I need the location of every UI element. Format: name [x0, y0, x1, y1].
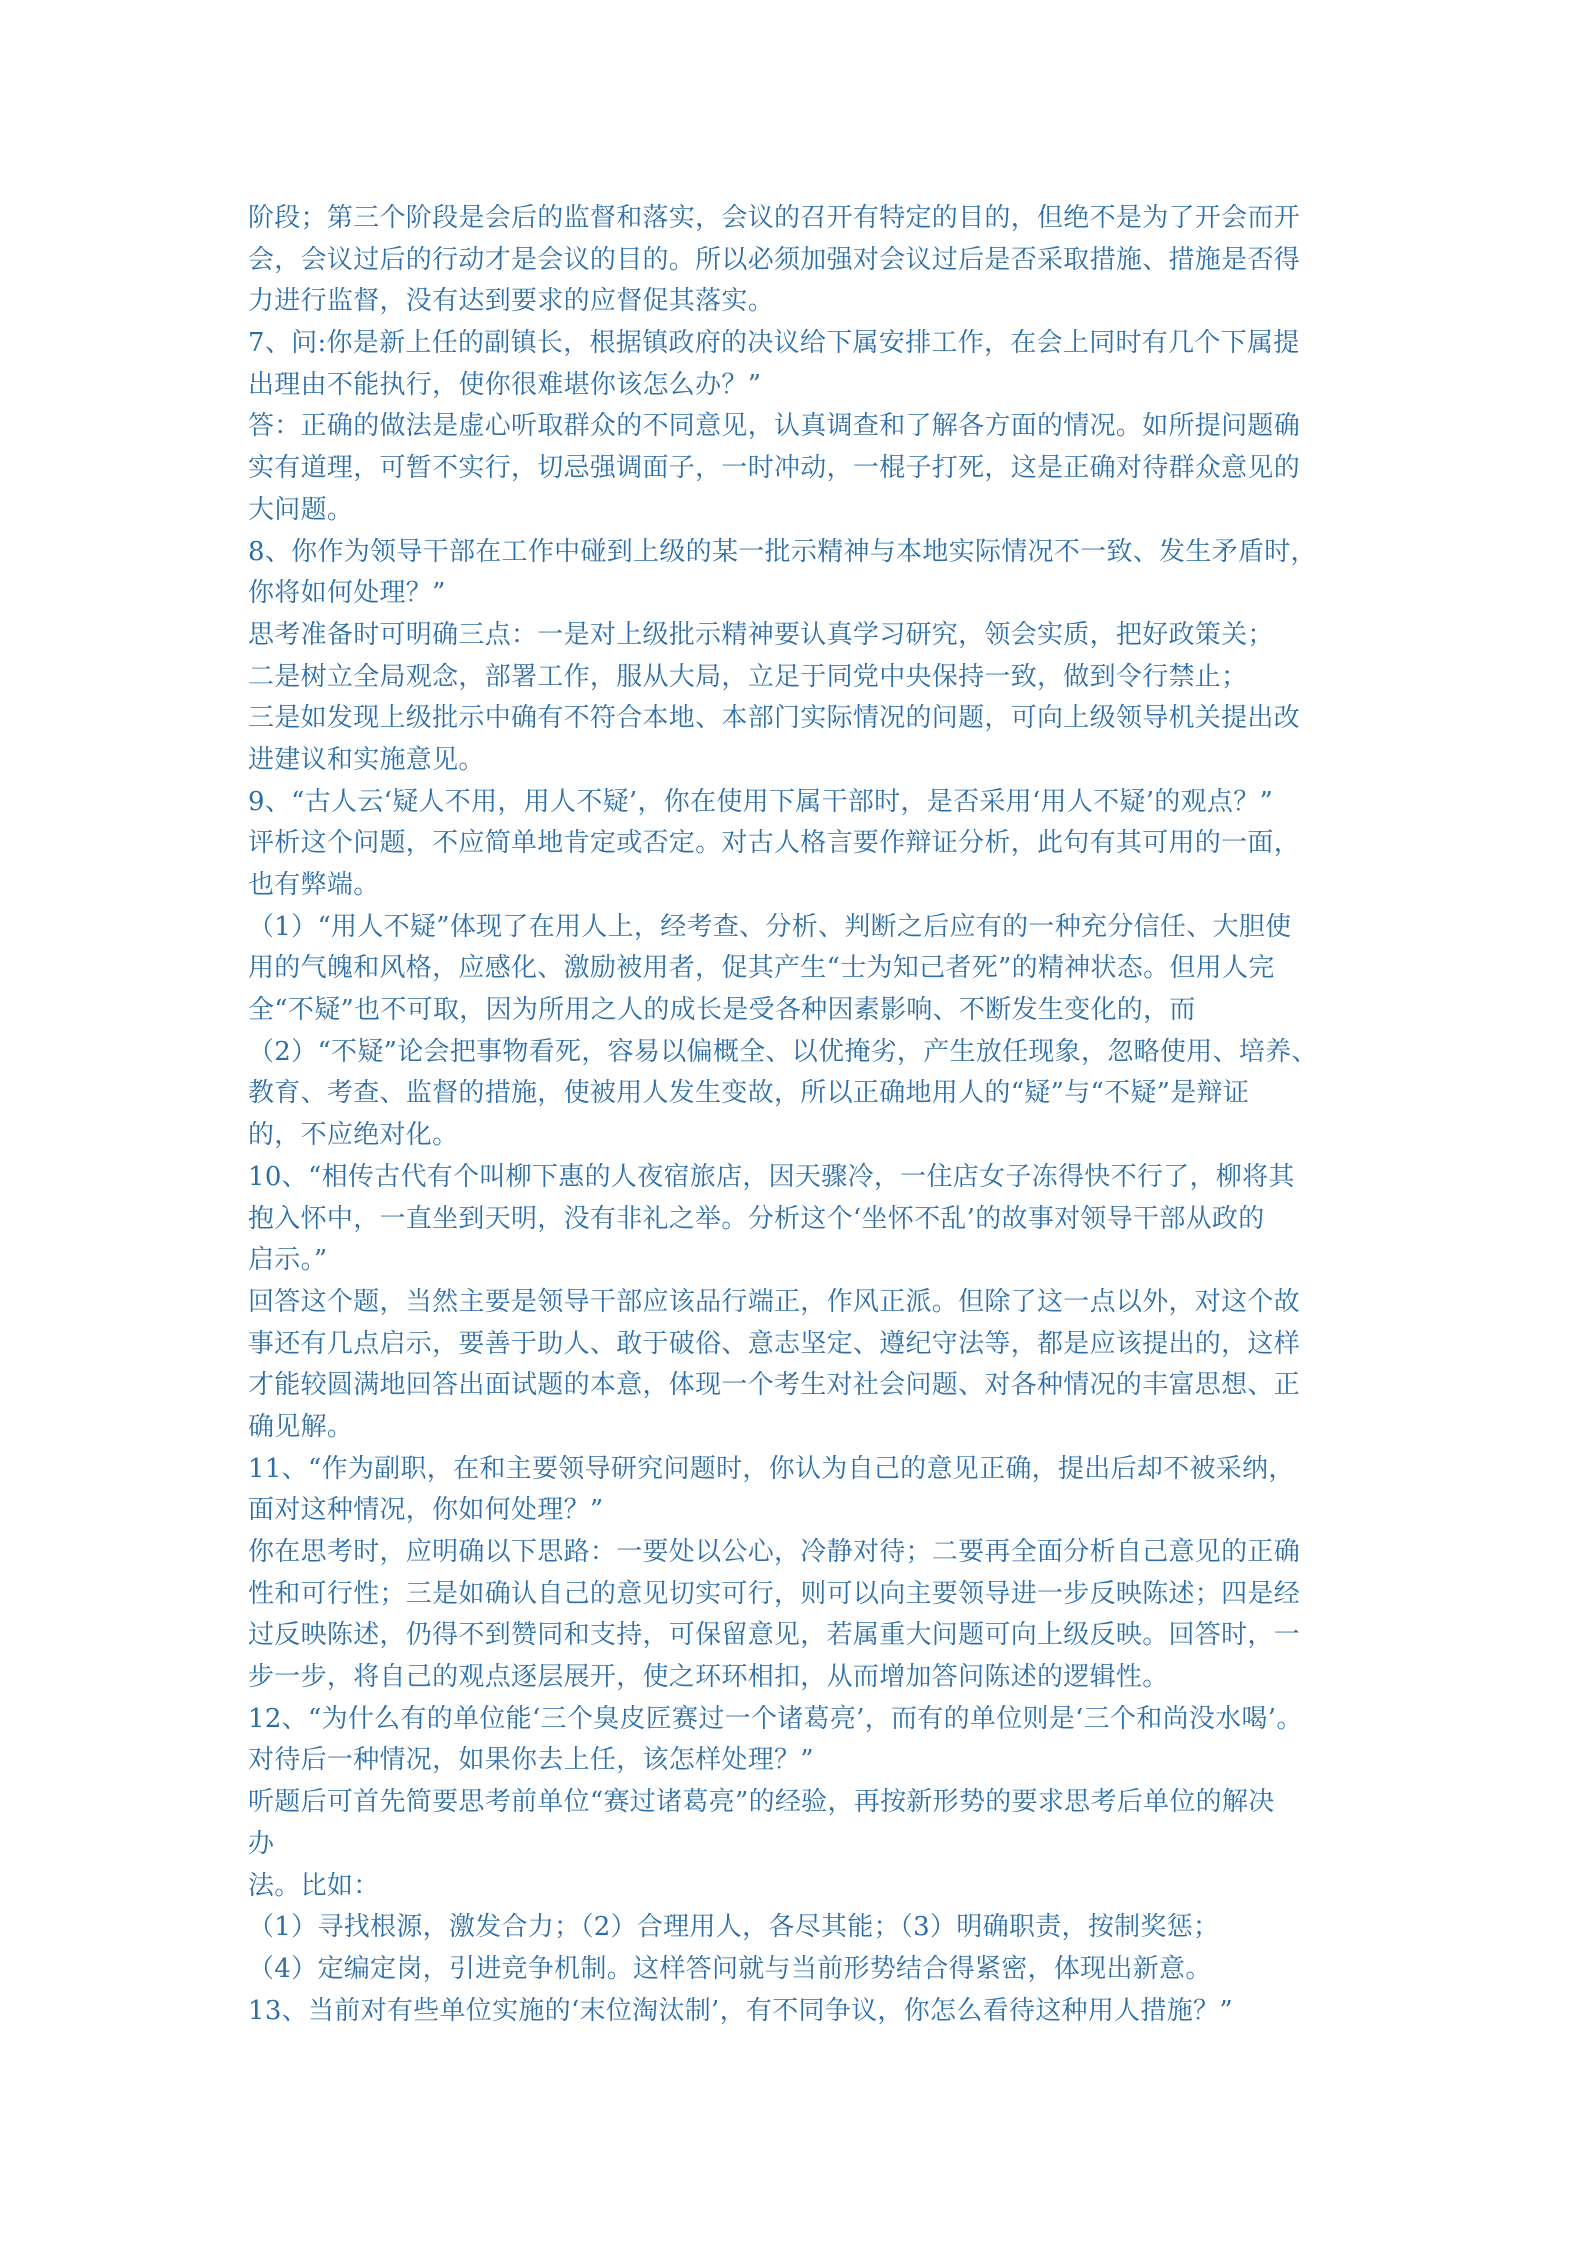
text-line: 回答这个题，当然主要是领导干部应该品行端正，作风正派。但除了这一点以外，对这个故 [248, 1286, 1301, 1317]
document-page [248, 198, 1368, 2032]
text-line: 法。比如： [248, 1870, 380, 1901]
text-line: 三是如发现上级批示中确有不符合本地、本部门实际情况的问题，可向上级领导机关提出改 [248, 703, 1301, 734]
text-line: 听题后可首先简要思考前单位“赛过诸葛亮”的经验，再按新形势的要求思考后单位的解决 [248, 1787, 1275, 1818]
text-line: 12、“为什么有的单位能‘三个臭皮匠赛过一个诸葛亮’，而有的单位则是‘三个和尚没水喝’。 [248, 1703, 1303, 1734]
text-line: 实有道理，可暂不实行，切忌强调面子，一时冲动，一棍子打死，这是正确对待群众意见的 [248, 453, 1301, 484]
text-line: 的，不应绝对化。 [248, 1120, 459, 1151]
text-line: 10、“相传古代有个叫柳下惠的人夜宿旅店，因天骤冷，一住店女子冻得快不行了，柳将其 [248, 1161, 1295, 1192]
text-line: 办 [248, 1828, 275, 1859]
text-line: 事还有几点启示，要善于助人、敢于破俗、意志坚定、遵纪守法等，都是应该提出的，这样 [248, 1328, 1301, 1359]
text-line: 性和可行性；三是如确认自己的意见切实可行，则可以向主要领导进一步反映陈述；四是经 [248, 1578, 1301, 1609]
text-line: 思考准备时可明确三点：一是对上级批示精神要认真学习研究，领会实质，把好政策关； [248, 619, 1274, 650]
text-line: 11、“作为副职，在和主要领导研究问题时，你认为自己的意见正确，提出后却不被采纳， [248, 1453, 1295, 1484]
text-line: （2）“不疑”论会把事物看死，容易以偏概全、以优掩劣，产生放任现象，忽略使用、培养、 [248, 1036, 1318, 1067]
text-line: 答：正确的做法是虚心听取群众的不同意见，认真调查和了解各方面的情况。如所提问题确 [248, 411, 1301, 442]
text-line: 评析这个问题，不应简单地肯定或否定。对古人格言要作辩证分析，此句有其可用的一面， [248, 828, 1301, 859]
text-line: 二是树立全局观念，部署工作，服从大局，立足于同党中央保持一致，做到令行禁止； [248, 661, 1248, 692]
text-line: 7、问:你是新上任的副镇长，根据镇政府的决议给下属安排工作，在会上同时有几个下属提 [248, 328, 1300, 359]
text-line: 面对这种情况，你如何处理？” [248, 1495, 604, 1526]
text-line: 全“不疑”也不可取，因为所用之人的成长是受各种因素影响、不断发生变化的，而 [248, 995, 1196, 1026]
text-line: 你将如何处理？” [248, 578, 446, 609]
text-line: 教育、考查、监督的措施，使被用人发生变故，所以正确地用人的“疑”与“不疑”是辩证 [248, 1078, 1250, 1109]
text-line: （1）“用人不疑”体现了在用人上，经考查、分析、判断之后应有的一种充分信任、大胆使 [248, 911, 1292, 942]
text-line: 9、“古人云‘疑人不用，用人不疑’，你在使用下属干部时，是否采用‘用人不疑’的观点？” [248, 786, 1274, 817]
text-line: 抱入怀中，一直坐到天明，没有非礼之举。分析这个‘坐怀不乱’的故事对领导干部从政的 [248, 1203, 1265, 1234]
text-line: 会，会议过后的行动才是会议的目的。所以必须加强对会议过后是否采取措施、措施是否得 [248, 244, 1301, 275]
text-line: 才能较圆满地回答出面试题的本意，体现一个考生对社会问题、对各种情况的丰富思想、正 [248, 1370, 1301, 1401]
text-line: （4）定编定岗，引进竞争机制。这样答问就与当前形势结合得紧密，体现出新意。 [248, 1953, 1212, 1984]
text-line: 大问题。 [248, 494, 354, 525]
text-line: 步一步，将自己的观点逐层展开，使之环环相扣，从而增加答问陈述的逻辑性。 [248, 1662, 1169, 1693]
text-line: 力进行监督，没有达到要求的应督促其落实。 [248, 286, 775, 317]
text-line: 用的气魄和风格，应感化、激励被用者，促其产生“士为知己者死”的精神状态。但用人完 [248, 953, 1275, 984]
text-line: 阶段；第三个阶段是会后的监督和落实，会议的召开有特定的目的，但绝不是为了开会而开 [248, 203, 1301, 233]
text-line: 你在思考时，应明确以下思路：一要处以公心，冷静对待；二要再全面分析自己意见的正确 [248, 1537, 1301, 1567]
text-line: 确见解。 [248, 1411, 354, 1442]
text-line: （1）寻找根源，激发合力；（2）合理用人，各尽其能；（3）明确职责，按制奖惩； [248, 1912, 1220, 1943]
text-line: 过反映陈述，仍得不到赞同和支持，可保留意见，若属重大问题可向上级反映。回答时，一 [248, 1620, 1301, 1651]
text-line: 对待后一种情况，如果你去上任，该怎样处理？” [248, 1745, 814, 1776]
text-line: 13、当前对有些单位实施的‘末位淘汰制’，有不同争议，你怎么看待这种用人措施？” [248, 1995, 1233, 2026]
text-line: 进建议和实施意见。 [248, 744, 485, 775]
text-line: 也有弊端。 [248, 870, 380, 900]
text-line: 启示。” [248, 1245, 328, 1276]
text-line: 出理由不能执行，使你很难堪你该怎么办？” [248, 369, 762, 400]
text-line: 8、你作为领导干部在工作中碰到上级的某一批示精神与本地实际情况不一致、发生矛盾时， [248, 536, 1317, 567]
